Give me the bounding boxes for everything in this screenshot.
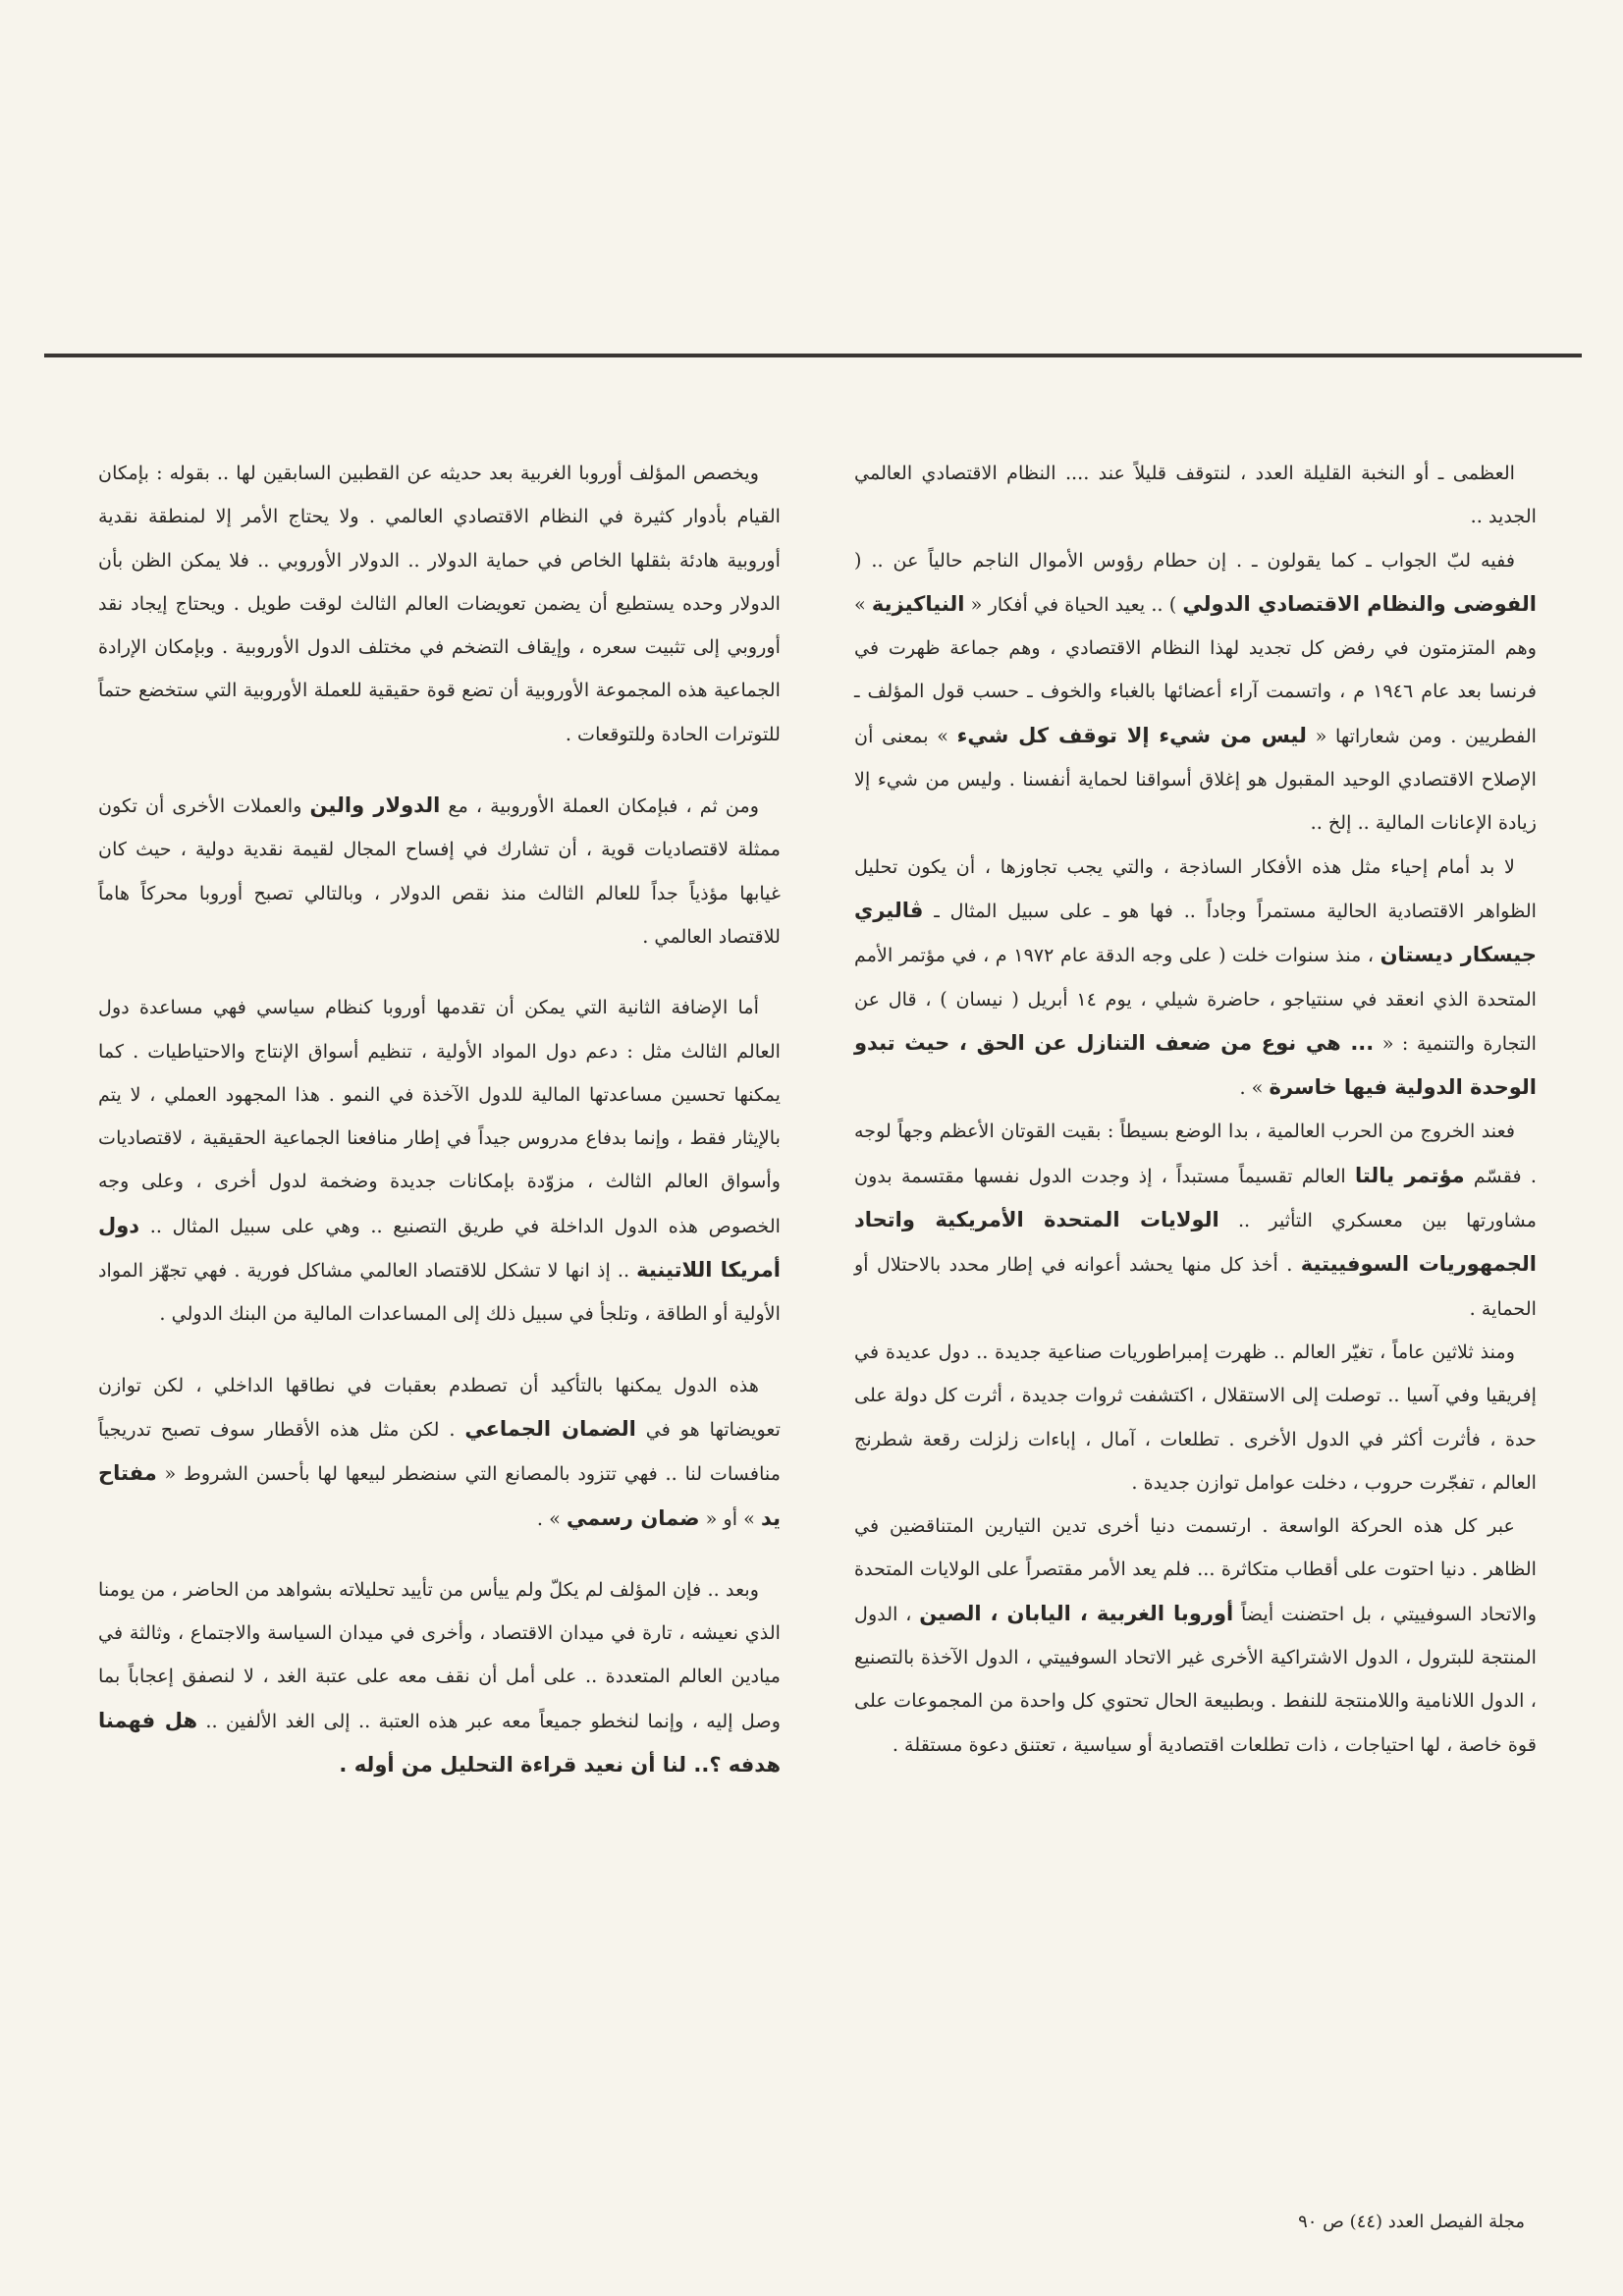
- paragraph: عبر كل هذه الحركة الواسعة . ارتسمت دنيا أخرى تدين التيارين المتناقضين في الظاهر . دنيا احتوت على أقطاب متكاثرة ... فلم يعد الأمر مقتصراً على الولايات المتحدة والاتحاد السوفييتي ، بل احتضنت أيضاً أوروبا الغربية ، اليابان ، الصين ، الدول المنتجة للبترول ، الدول الاشتراكية الأخرى غير الاتحاد السوفييتي ، الدول الآخذة بالتصنيع ، الدول اللانامية واللامنتجة للنفط . وبطبيعة الحال تحتوي كل واحدة من المجموعات على قوة خاصة ، لها احتياجات ، ذات تطلعات اقتصادية أو سياسية ، تعتنق دعوة مستقلة .: [854, 1514, 1537, 1756]
- paragraph: وبعد .. فإن المؤلف لم يكلّ ولم ييأس من تأييد تحليلاته بشواهد من الحاضر ، من يومنا الذي نعيشه ، تارة في ميدان الاقتصاد ، وأخرى في ميدان السياسة والاجتماع ، وثالثة في ميادين العالم المتعددة .. على أمل أن نقف معه على عتبة الغد ، لا لنصفق إعجاباً بما وصل إليه ، وإنما لنخطو جميعاً معه عبر هذه العتبة .. إلى الغد الألفين .. هل فهمنا هدفه ؟.. لنا أن نعيد قراءة التحليل من أوله .: [98, 1577, 782, 1777]
- paragraph: أما الإضافة الثانية التي يمكن أن تقدمها أوروبا كنظام سياسي فهي مساعدة دول العالم الثالث مثل : دعم دول المواد الأولية ، تنظيم أسواق الإنتاج والاحتياطيات . كما يمكنها تحسين مساعدتها المالية للدول الآخذة في النمو . هذا المجهود العملي ، لا يتم بالإيثار فقط ، وإنما بدفاع مدروس جيداً في إطار منافعنا الجماعية الحقيقية ، لاقتصاديات وأسواق العالم الثالث ، مزوّدة بإمكانات جديدة وضخمة لدول أخرى ، وعلى وجه الخصوص هذه الدول الداخلة في طريق التصنيع .. وهي على سبيل المثال .. دول أمريكا اللاتينية .. إذ انها لا تشكل للاقتصاد العالمي مشاكل فورية . فهي تجهّز المواد الأولية أو الطاقة ، وتلجأ في سبيل ذلك إلى المساعدات المالية من البنك الدولي .: [98, 996, 781, 1326]
- paragraph: العظمى ـ أو النخبة القليلة العدد ، لنتوقف قليلاً عند .... النظام الاقتصادي العالمي الجديد ..: [854, 462, 1537, 528]
- paragraph: ففيه لبّ الجواب ـ كما يقولون ـ . إن حطام رؤوس الأموال الناجم حالياً عن .. ( الفوضى والنظام الاقتصادي الدولي ) .. يعيد الحياة في أفكار « النياكيزية » وهم المتزمتون في رفض كل تجديد لهذا النظام الاقتصادي ، وهم جماعة ظهرت في فرنسا بعد عام ١٩٤٦ م ، واتسمت آراء أعضائها بالغباء والخوف ـ حسب قول المؤلف ـ الفطريين . ومن شعاراتها « ليس من شيء إلا توقف كل شيء » بمعنى أن الإصلاح الاقتصادي الوحيد المقبول هو إغلاق أسواقنا لحماية أنفسنا . وليس من شيء إلا زيادة الإعانات المالية .. إلخ ..: [854, 548, 1537, 835]
- paragraph: ويخصص المؤلف أوروبا الغربية بعد حديثه عن القطبين السابقين لها .. بقوله : بإمكان القيام بأدوار كثيرة في النظام الاقتصادي العالمي . ولا يحتاج الأمر إلا لمنطقة نقدية أوروبية هادئة بثقلها الخاص في حماية الدولار .. الدولار الأوروبي .. فلا يمكن الظن بأن الدولار وحده يستطيع أن يضمن تعويضات العالم الثالث لوقت طويل . ويحتاج إيجاد نقد أوروبي إلى تثبيت سعره ، وإيقاف التضخم في مختلف الدول الأوروبية . وبإمكان الإرادة الجماعية هذه المجموعة الأوروبية أن تضع قوة حقيقية للعملة الأوروبية التي ستخضع حتماً للتوترات الحادة وللتوقعات .: [98, 462, 781, 745]
- paragraph: فعند الخروج من الحرب العالمية ، بدا الوضع بسيطاً : بقيت القوتان الأعظم وجهاً لوجه . فقسّم مؤتمر يالتا العالم تقسيماً مستبداً ، إذ وجدت الدول نفسها مقتسمة بدون مشاورتها بين معسكري التأثير .. الولايات المتحدة الأمريكية واتحاد الجمهوريات السوفييتية . أخذ كل منها يحشد أعوانه في إطار محدد بالاحتلال أو الحماية .: [854, 1120, 1537, 1320]
- paragraph: ومنذ ثلاثين عاماً ، تغيّر العالم .. ظهرت إمبراطوريات صناعية جديدة .. دول عديدة في إفريقيا وفي آسيا .. توصلت إلى الاستقلال ، اكتشفت ثروات جديدة ، أثرت كل دولة على حدة ، فأثرت أكثر في الدول الأخرى . تطلعات ، آمال ، إباءات زلزلت رقعة شطرنج العالم ، تفجّرت حروب ، دخلت عوامل توازن جديدة .: [854, 1339, 1537, 1494]
- paragraph: لا بد أمام إحياء مثل هذه الأفكار الساذجة ، والتي يجب تجاوزها ، أن يكون تحليل الظواهر الاقتصادية الحالية مستمراً وجاداً .. فها هو ـ على سبيل المثال ـ ڤاليري جيسكار ديستان ، منذ سنوات خلت ( على وجه الدقة عام ١٩٧٢ م ، في مؤتمر الأمم المتحدة الذي انعقد في سنتياجو ، حاضرة شيلي ، يوم ١٤ أبريل ( نيسان ) ، قال عن التجارة والتنمية : « ... هي نوع من ضعف التنازل عن الحق ، حيث تبدو الوحدة الدولية فيها خاسرة » .: [854, 854, 1538, 1100]
- paragraph: هذه الدول يمكنها بالتأكيد أن تصطدم بعقبات في نطاقها الداخلي ، لكن توازن تعويضاتها هو في الضمان الجماعي . لكن مثل هذه الأقطار سوف تصبح تدريجياً منافسات لنا .. فهي تتزود بالمصانع التي سنضطر لبيعها لها بأحسن الشروط « مفتاح يد » أو « ضمان رسمي » .: [98, 1373, 782, 1530]
- paragraph: ومن ثم ، فبإمكان العملة الأوروبية ، مع الدولار والين والعملات الأخرى أن تكون ممثلة لاقتصاديات قوية ، أن تشارك في إفساح المجال لقيمة نقدية دولية ، حيث كان غيابها مؤذياً جداً للعالم الثالث منذ نقص الدولار ، وبالتالي تصبح أوروبا محركاً هاماً للاقتصاد العالمي .: [98, 793, 781, 948]
- left-column: [98, 452, 781, 1787]
- right-column: [854, 452, 1537, 1767]
- page-footer: مجلة الفيصل العدد (٤٤) ص ٩٠: [1298, 2212, 1525, 2232]
- header-rule: [44, 354, 1582, 357]
